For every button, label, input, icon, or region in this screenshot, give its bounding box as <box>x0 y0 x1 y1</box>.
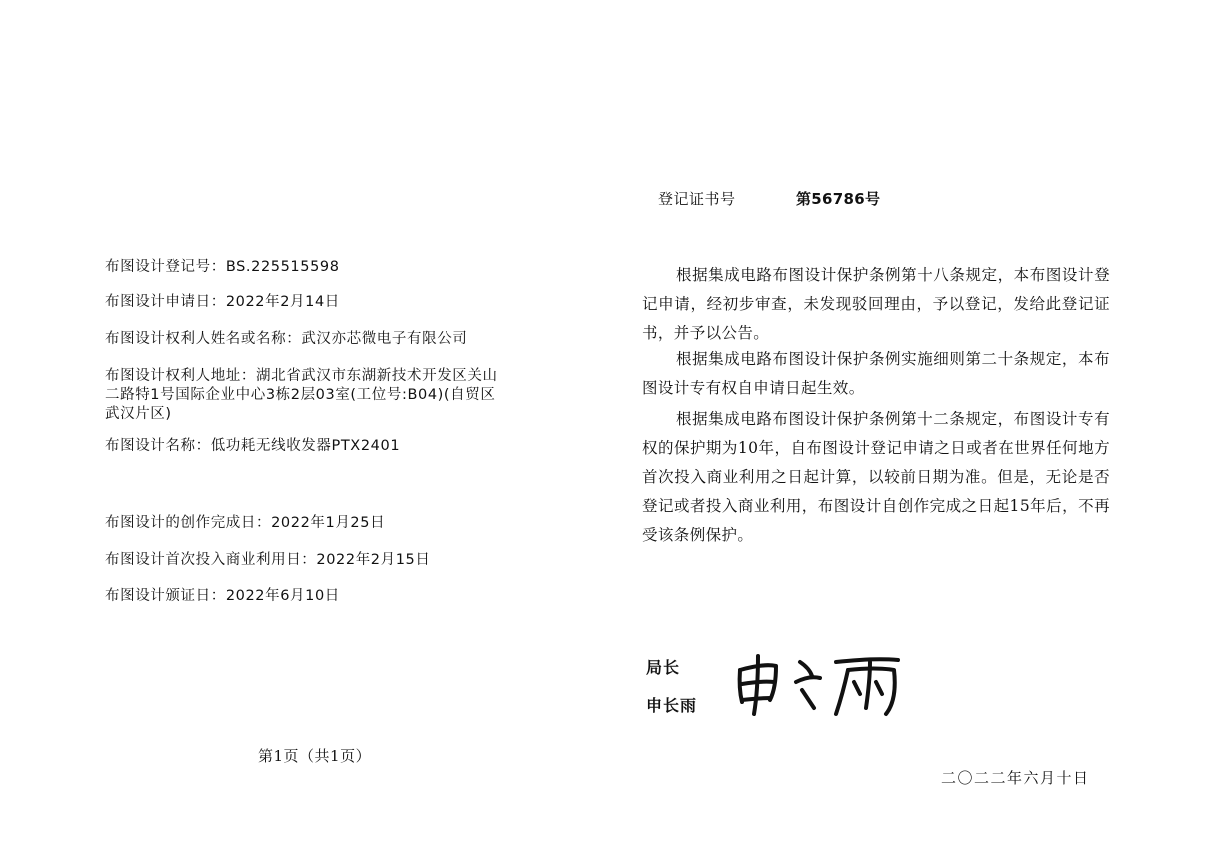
right-holder-address-label: 布图设计权利人地址： <box>105 368 256 384</box>
right-holder-name-value: 武汉亦芯微电子有限公司 <box>301 331 468 347</box>
first-commercial-use-date-value: 2022年2月15日 <box>316 552 431 568</box>
right-holder-name-field <box>105 330 500 349</box>
issue-date-chinese: 二〇二二年六月十日 <box>941 769 1090 787</box>
application-date-field <box>105 293 340 312</box>
certificate-number-value: 第56786号 <box>796 190 881 208</box>
design-name-field <box>105 437 400 456</box>
right-holder-address-field <box>105 367 500 424</box>
creation-date-field <box>105 514 385 533</box>
issue-date-value: 2022年6月10日 <box>225 588 340 604</box>
signatory-title: 局长 <box>646 658 681 677</box>
certificate-number-label: 登记证书号 <box>658 190 736 208</box>
application-date-value: 2022年2月14日 <box>225 294 340 310</box>
right-holder-address-value: 湖北省武汉市东湖新技术开发区关山二路特1号国际企业中心3栋2层03室(工位号:B04)(自贸区武汉片区) <box>105 368 498 422</box>
certificate-number <box>658 188 881 209</box>
application-date-label: 布图设计申请日： <box>105 294 226 310</box>
registration-number-value: BS.225515598 <box>225 259 340 275</box>
right-holder-name-label: 布图设计权利人姓名或名称： <box>105 331 302 347</box>
registration-number-label: 布图设计登记号： <box>105 259 226 275</box>
registration-number-field <box>105 258 340 277</box>
issue-date-label: 布图设计颁证日： <box>105 588 226 604</box>
handwritten-signature <box>730 648 910 718</box>
page-indicator: 第1页（共1页） <box>258 747 372 765</box>
first-commercial-use-date-label: 布图设计首次投入商业利用日： <box>105 552 317 568</box>
design-name-label: 布图设计名称： <box>105 438 211 454</box>
legal-paragraph-effective: 根据集成电路布图设计保护条例实施细则第二十条规定，本布图设计专有权自申请日起生效。 <box>642 350 1110 397</box>
first-commercial-use-date-field <box>105 551 430 570</box>
creation-date-label: 布图设计的创作完成日： <box>105 515 272 531</box>
signatory-name: 申长雨 <box>646 696 698 715</box>
creation-date-value: 2022年1月25日 <box>271 515 386 531</box>
issue-date-field <box>105 587 340 606</box>
legal-paragraph-protection-term: 根据集成电路布图设计保护条例第十二条规定，布图设计专有权的保护期为10年，自布图设计登记申请之日或者在世界任何地方首次投入商业利用之日起计算，以较前日期为准。但是，无论是否登记或者投入商业利用，布图设计自创作完成之日起15年后，不再受该条例保护。 <box>642 410 1110 544</box>
legal-paragraph-registration: 根据集成电路布图设计保护条例第十八条规定，本布图设计登记申请，经初步审查，未发现驳回理由，予以登记，发给此登记证书，并予以公告。 <box>642 266 1110 342</box>
design-name-value: 低功耗无线收发器PTX2401 <box>210 438 401 454</box>
